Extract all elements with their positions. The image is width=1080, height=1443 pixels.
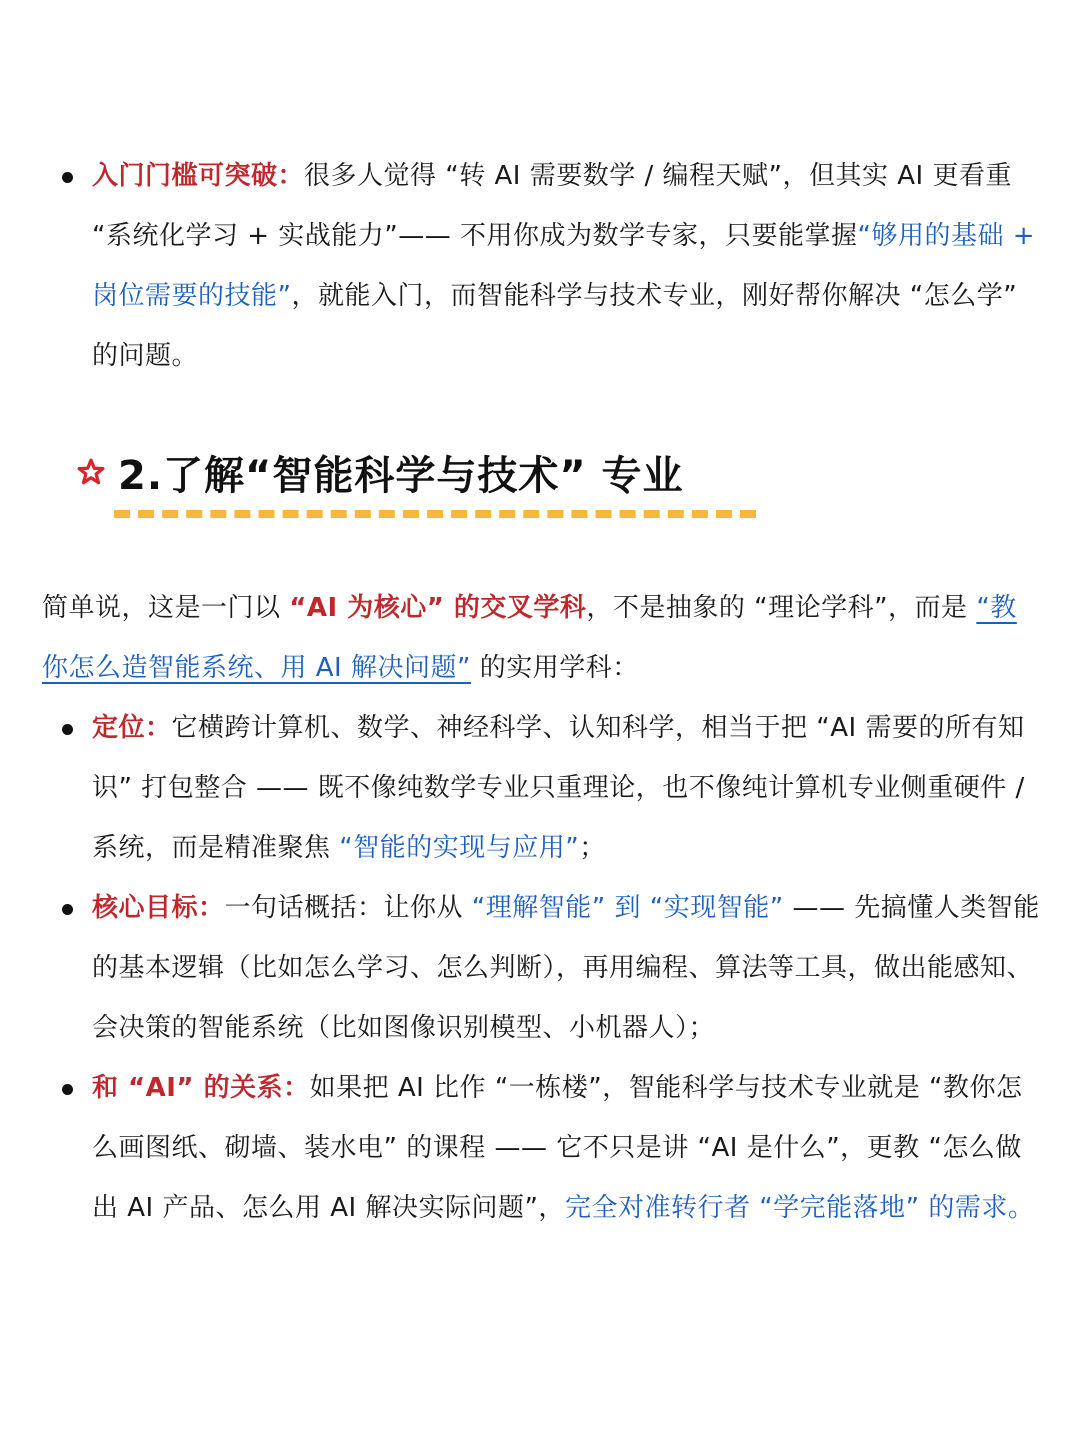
bullet-entry-threshold	[92, 146, 1042, 386]
intro-red-highlight: “AI 为核心” 的交叉学科	[289, 593, 587, 623]
bullet-positioning	[92, 698, 1042, 878]
bullet-text: 如果把 AI 比作 “一栋楼”，智能科学与技术专业就是 “教你怎么画图纸、砌墙、装水电” 的课程 —— 它不只是讲 “AI 是什么”，更教 “怎么做出 AI 产品、怎么用 AI 解决实际问题”，	[92, 1073, 1023, 1223]
bullet-dot	[62, 904, 73, 915]
bullet-text: 很多人觉得 “转 AI 需要数学 / 编程天赋”，但其实 AI 更看重 “系统化学习 + 实战能力”—— 不用你成为数学专家，只要能掌握	[92, 161, 1012, 251]
star-outline-icon	[76, 457, 106, 487]
heading-underline-dashes	[114, 510, 756, 518]
bullet-text-end: ；	[579, 833, 606, 863]
bullet-label: 定位：	[92, 713, 172, 743]
intro-text-3: 的实用学科：	[470, 653, 639, 683]
bullet-highlight: 完全对准转行者 “学完能落地” 的需求。	[564, 1193, 1035, 1223]
bullet-text: 一句话概括：让你从	[224, 893, 472, 923]
bullet-text-end: —— 先搞懂人类智能的基本逻辑（比如怎么学习、怎么判断），再用编程、算法等工具，做出能感知、会决策的智能系统（比如图像识别模型、小机器人）；	[92, 893, 1040, 1043]
intro-text-2: ，不是抽象的 “理论学科”，而是	[586, 593, 977, 623]
bullet-highlight: “智能的实现与应用”	[339, 833, 580, 863]
bullet-text-end: ，就能入门，而智能科学与技术专业，刚好帮你解决 “怎么学” 的问题。	[92, 281, 1018, 371]
bullet-text: 它横跨计算机、数学、神经科学、认知科学，相当于把 “AI 需要的所有知识” 打包整合 —— 既不像纯数学专业只重理论，也不像纯计算机专业侧重硬件 / 系统，而是精准聚焦	[92, 713, 1025, 863]
intro-link[interactable]: “教你怎么造智能系统、用 AI 解决问题”	[42, 593, 1017, 683]
bullet-core-goal	[92, 878, 1042, 1058]
bullet-highlight: “理解智能” 到 “实现智能”	[471, 893, 784, 923]
bullet-label: 入门门槛可突破：	[92, 161, 305, 191]
bullet-dot	[62, 172, 73, 183]
bullet-label: 和 “AI” 的关系：	[92, 1073, 310, 1103]
bullet-dot	[62, 1084, 73, 1095]
intro-paragraph	[42, 578, 1042, 698]
intro-text: 简单说，这是一门以	[42, 593, 290, 623]
bullet-dot	[62, 724, 73, 735]
bullet-label: 核心目标：	[92, 893, 225, 923]
bullet-highlight: “够用的基础 + 岗位需要的技能”	[92, 221, 1036, 311]
section-heading	[76, 442, 684, 502]
page-title: 2.了解“智能科学与技术” 专业	[118, 452, 684, 499]
bullet-ai-relation	[92, 1058, 1042, 1238]
